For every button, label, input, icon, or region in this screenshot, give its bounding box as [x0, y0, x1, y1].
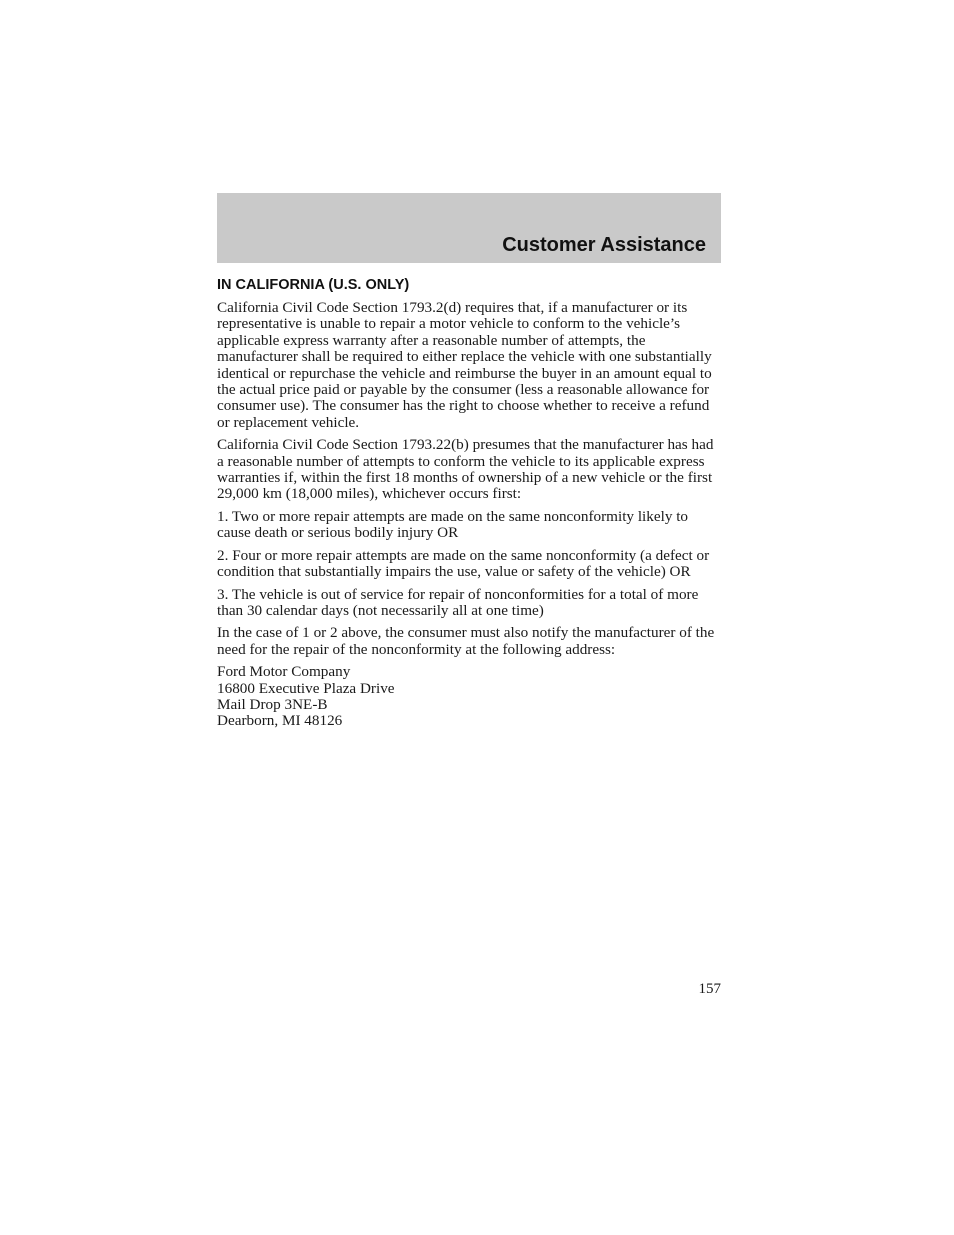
- paragraph-notify-manufacturer: In the case of 1 or 2 above, the consumer must also notify the manufacturer of the need for the repair of the nonconformity at the following address:: [217, 624, 715, 658]
- page-title: Customer Assistance: [502, 234, 706, 256]
- list-item-condition-2: 2. Four or more repair attempts are made on the same nonconformity (a defect or condition that substantially impairs the use, value or safety of the vehicle) OR: [217, 546, 710, 581]
- list-item-condition-1: 1. Two or more repair attempts are made on the same nonconformity likely to cause death or serious bodily injury OR: [217, 507, 689, 542]
- main-content: [217, 276, 723, 730]
- address-company: Ford Motor Company: [217, 663, 351, 681]
- header-band: [217, 193, 721, 263]
- address-street: 16800 Executive Plaza Drive: [217, 679, 395, 697]
- paragraph-civil-code-1793-2: California Civil Code Section 1793.2(d) requires that, if a manufacturer or its representative is unable to repair a motor vehicle to conform to the vehicle’s applicable express warranty after a reasonable number of attempts, the manufacturer shall be required to either replace the vehicle with one substantially identical or repurchase the vehicle and reimburse the buyer in an amount equal to the actual price paid or payable by the consumer (less a reasonable allowance for consumer use). The consumer has the right to choose whether to receive a refund or replacement vehicle.: [217, 299, 712, 431]
- paragraph-civil-code-1793-22: California Civil Code Section 1793.22(b) presumes that the manufacturer has had a reasonable number of attempts to conform the vehicle to its applicable express warranties if, within the first 18 months of ownership of a new vehicle or the first 29,000 km (18,000 miles), whichever occurs first:: [217, 436, 714, 503]
- mailing-address: [217, 664, 723, 730]
- page-number: 157: [698, 981, 721, 997]
- address-mail-drop: Mail Drop 3NE-B: [217, 695, 328, 713]
- list-item-condition-3: 3. The vehicle is out of service for repair of nonconformities for a total of more than 30 calendar days (not necessarily all at one time): [217, 585, 699, 619]
- section-heading: IN CALIFORNIA (U.S. ONLY): [217, 277, 410, 293]
- address-city-state-zip: Dearborn, MI 48126: [217, 712, 343, 730]
